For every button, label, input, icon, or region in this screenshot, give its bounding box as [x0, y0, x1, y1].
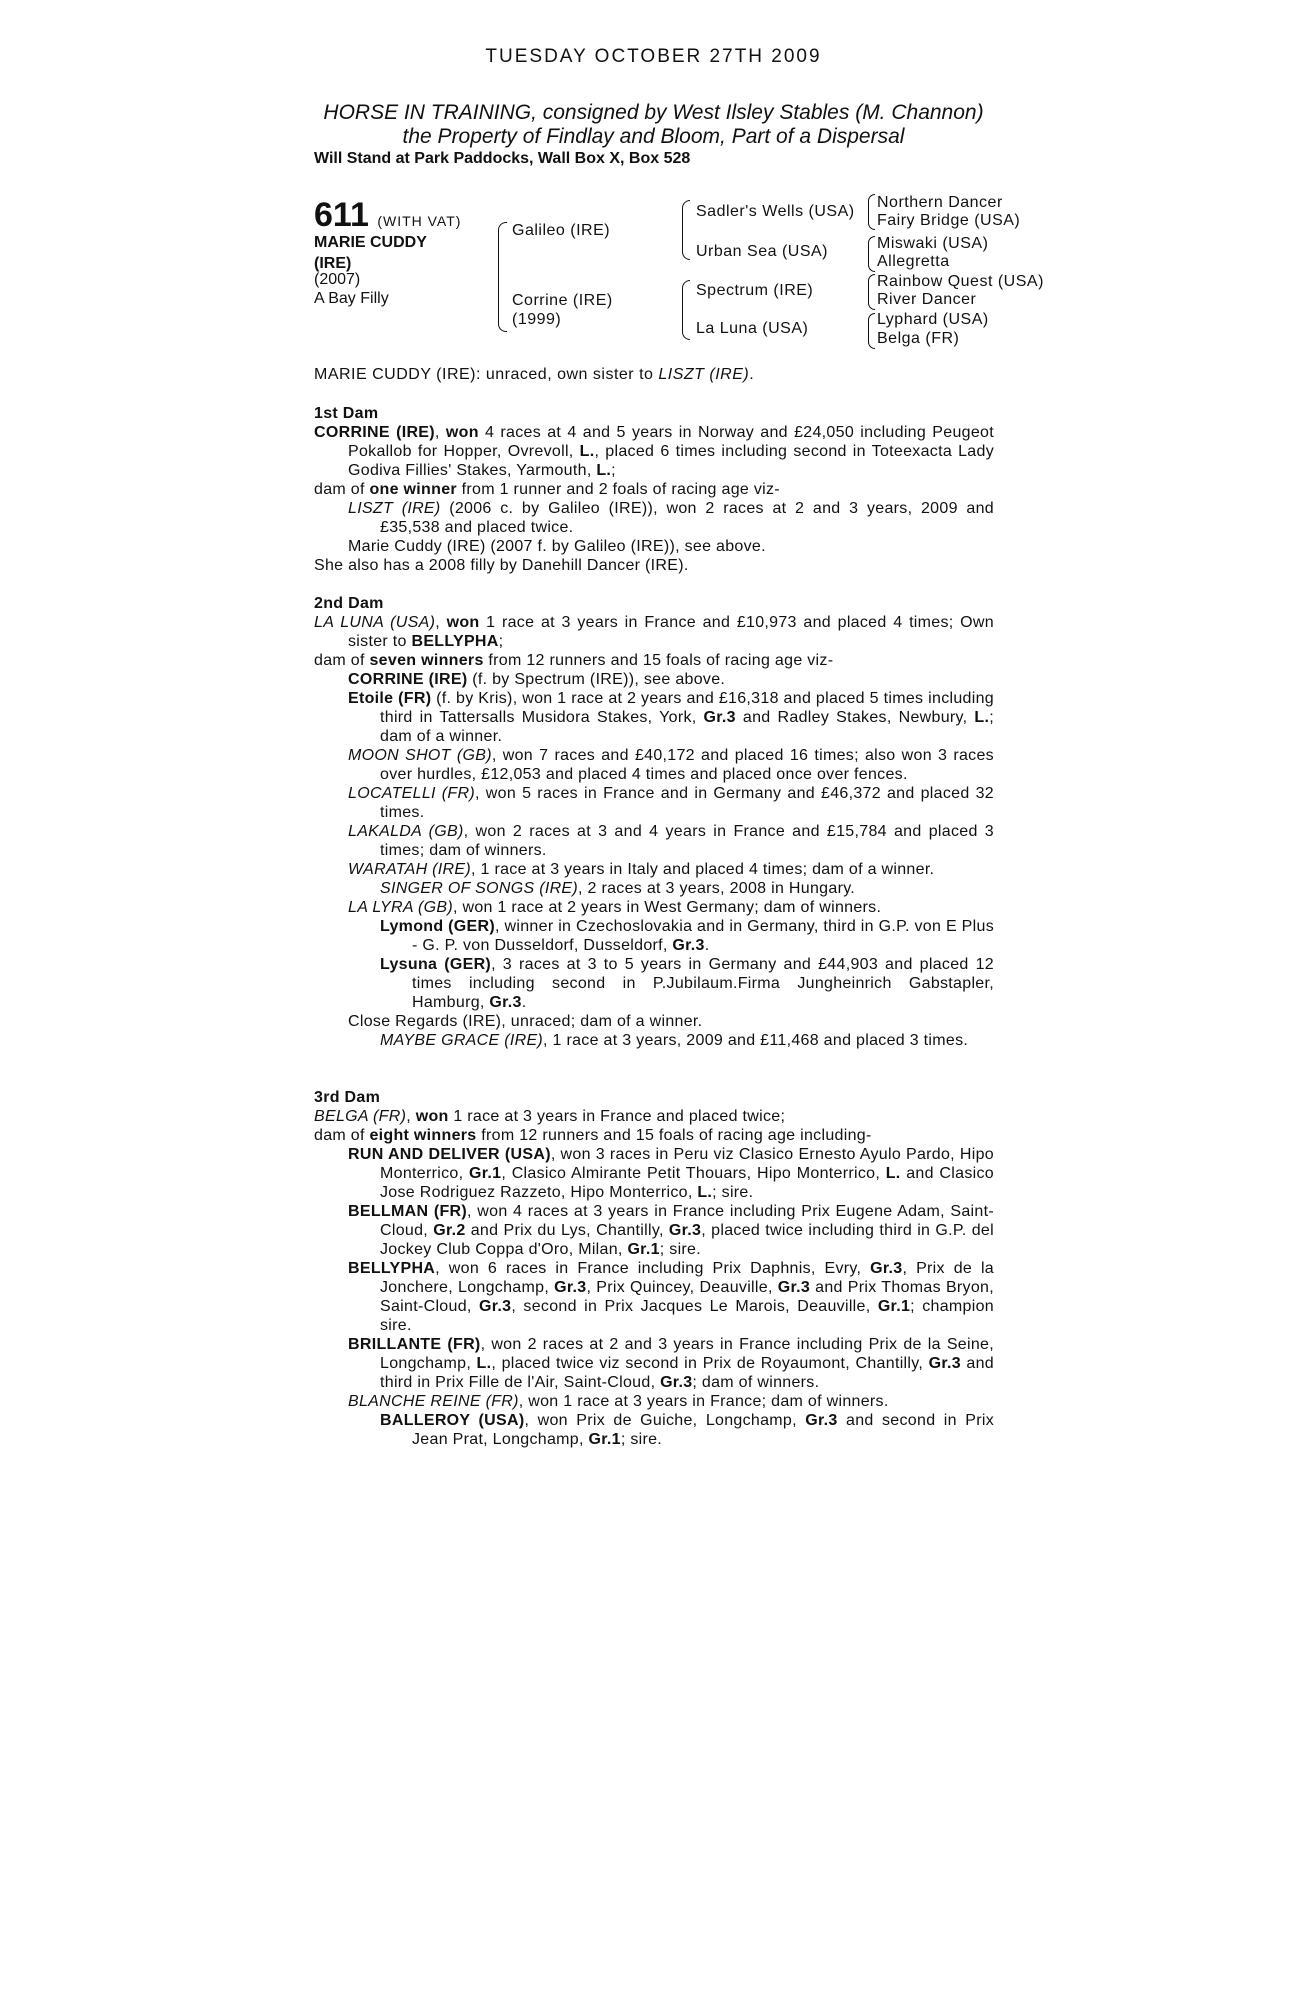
pedigree-dam: Corrine (IRE): [512, 292, 613, 309]
pedigree-ds-dam: River Dancer: [877, 291, 977, 308]
third-dam-heading: 3rd Dam: [314, 1089, 381, 1106]
horse-info: [314, 270, 389, 308]
second-dam-foal: MOON SHOT (GB), won 7 races and £40,172 and placed 16 times; also won 3 races over hurdles, £12,053 and placed 4 times and placed once over fences.: [348, 747, 994, 783]
pedigree-dam-year: (1999): [512, 311, 562, 328]
pedigree-brace-sd: [868, 236, 875, 272]
first-dam-note: She also has a 2008 filly by Danehill Dancer (IRE).: [314, 557, 689, 574]
first-dam-foal: LISZT (IRE) (2006 c. by Galileo (IRE)), won 2 races at 2 and 3 years, 2009 and £35,538 and placed twice.: [348, 500, 995, 536]
horse-name: [314, 232, 464, 274]
pedigree-sd-dam: Allegretta: [877, 253, 950, 270]
pedigree-brace-gen1: [498, 222, 507, 332]
third-dam-record: BELGA (FR), won 1 race at 3 years in France and placed twice;: [314, 1108, 786, 1125]
third-dam-section: [314, 1088, 994, 1449]
second-dam-foal: LAKALDA (GB), won 2 races at 3 and 4 years in France and £15,784 and placed 3 times; dam of winners.: [348, 823, 994, 859]
second-dam-record: LA LUNA (USA), won 1 race at 3 years in France and £10,973 and placed 4 times; Own sister to BELLYPHA;: [314, 614, 994, 650]
second-dam-foal: Close Regards (IRE), unraced; dam of a winner.: [348, 1013, 703, 1030]
stand-location: Will Stand at Park Paddocks, Wall Box X, Box 528: [314, 150, 691, 167]
summary-sibling: LISZT (IRE): [658, 366, 750, 383]
second-dam-foal: LA LYRA (GB), won 1 race at 2 years in West Germany; dam of winners.: [348, 899, 882, 916]
foaling-year: (2007): [314, 271, 361, 288]
lot-number-block: [314, 196, 461, 235]
horse-name-line2: (IRE): [314, 255, 352, 272]
horse-name-line1: MARIE CUDDY: [314, 234, 427, 251]
third-dam-foal: BELLMAN (FR), won 4 races at 3 years in France including Prix Eugene Adam, Saint-Cloud, Gr.2 and Prix du Lys, Chantilly, Gr.3, placed twice including third in G.P. del Jockey Club Coppa d'Oro, Milan, Gr.1; sire.: [348, 1203, 994, 1258]
first-dam-record: CORRINE (IRE), won 4 races at 4 and 5 years in Norway and £24,050 including Peugeot Pokallob for Hopper, Ovrevoll, L., placed 6 times including second in Toteexacta Lady Godiva Fillies' Stakes, Yarmouth, L.;: [314, 424, 995, 479]
second-dam-grandfoal: Lysuna (GER), 3 races at 3 to 5 years in Germany and £44,903 and placed 12 times including second in P.Jubilaum.Firma Jungheinrich Gabstapler, Hamburg, Gr.3.: [380, 956, 994, 1011]
vat-note: (WITH VAT): [377, 213, 462, 229]
second-dam-foal: Etoile (FR) (f. by Kris), won 1 race at 2 years and £16,318 and placed 5 times including third in Tattersalls Musidora Stakes, York, Gr.3 and Radley Stakes, Newbury, L.; dam of a winner.: [348, 690, 994, 745]
second-dam-grandfoal: MAYBE GRACE (IRE), 1 race at 3 years, 2009 and £11,468 and placed 3 times.: [380, 1032, 969, 1049]
property-line: the Property of Findlay and Bloom, Part of a Dispersal: [402, 125, 905, 148]
first-dam-foal: Marie Cuddy (IRE) (2007 f. by Galileo (IRE)), see above.: [348, 538, 766, 555]
second-dam-section: [314, 594, 994, 1050]
third-dam-foal: BELLYPHA, won 6 races in France including Prix Daphnis, Evry, Gr.3, Prix de la Jonchere, Longchamp, Gr.3, Prix Quincey, Deauville, Gr.3 and Prix Thomas Bryon, Saint-Cloud, Gr.3, second in Prix Jacques Le Marois, Deauville, Gr.1; champion sire.: [348, 1260, 995, 1334]
pedigree-brace-dd: [868, 313, 875, 349]
pedigree-sd-sire: Miswaki (USA): [877, 235, 989, 252]
pedigree-brace-ds: [868, 274, 875, 310]
pedigree-sire-sire: Sadler's Wells (USA): [696, 203, 855, 220]
pedigree-sire-dam: Urban Sea (USA): [696, 243, 828, 260]
summary-line: MARIE CUDDY (IRE): unraced, own sister to LISZT (IRE).: [314, 366, 755, 383]
pedigree-dd-sire: Lyphard (USA): [877, 311, 989, 328]
pedigree-brace-dam: [682, 280, 690, 340]
first-dam-heading: 1st Dam: [314, 405, 379, 422]
pedigree-dd-dam: Belga (FR): [877, 330, 960, 347]
second-dam-foal: LOCATELLI (FR), won 5 races in France and in Germany and £46,372 and placed 32 times.: [348, 785, 994, 821]
second-dam-foal: WARATAH (IRE), 1 race at 3 years in Italy and placed 4 times; dam of a winner.: [348, 861, 935, 878]
pedigree-brace-sire: [682, 200, 690, 260]
second-dam-grandfoal: SINGER OF SONGS (IRE), 2 races at 3 years, 2008 in Hungary.: [380, 880, 856, 897]
third-dam-foal: RUN AND DELIVER (USA), won 3 races in Peru viz Clasico Ernesto Ayulo Pardo, Hipo Monterrico, Gr.1, Clasico Almirante Petit Thouars, Hipo Monterrico, L. and Clasico Jose Rodriguez Razzeto, Hipo Monterrico, L.; sire.: [348, 1146, 994, 1201]
pedigree-ss-dam: Fairy Bridge (USA): [877, 212, 1021, 229]
third-dam-produce-summary: dam of eight winners from 12 runners and 15 foals of racing age including-: [314, 1127, 872, 1144]
third-dam-foal: BLANCHE REINE (FR), won 1 race at 3 years in France; dam of winners.: [348, 1393, 889, 1410]
first-dam-section: [314, 404, 994, 575]
second-dam-produce-summary: dam of seven winners from 12 runners and 15 foals of racing age viz-: [314, 652, 834, 669]
second-dam-grandfoal: Lymond (GER), winner in Czechoslovakia and in Germany, third in G.P. von E Plus - G. P. von Dusseldorf, Dusseldorf, Gr.3.: [380, 918, 994, 954]
pedigree-brace-ss: [868, 194, 875, 230]
pedigree-dam-sire: Spectrum (IRE): [696, 282, 814, 299]
pedigree-ss-sire: Northern Dancer: [877, 194, 1003, 211]
pedigree-sire: Galileo (IRE): [512, 222, 611, 239]
third-dam-foal: BRILLANTE (FR), won 2 races at 2 and 3 years in France including Prix de la Seine, Longchamp, L., placed twice viz second in Prix de Royaumont, Chantilly, Gr.3 and third in Prix Fille de l'Air, Saint-Cloud, Gr.3; dam of winners.: [348, 1336, 994, 1391]
first-dam-produce-summary: dam of one winner from 1 runner and 2 foals of racing age viz-: [314, 481, 780, 498]
consignor-line: HORSE IN TRAINING, consigned by West Ilsley Stables (M. Channon): [323, 101, 984, 124]
second-dam-foal: CORRINE (IRE) (f. by Spectrum (IRE)), see above.: [348, 671, 726, 688]
third-dam-grandfoal: BALLEROY (USA), won Prix de Guiche, Longchamp, Gr.3 and second in Prix Jean Prat, Longchamp, Gr.1; sire.: [380, 1412, 994, 1448]
sale-date: TUESDAY OCTOBER 27TH 2009: [485, 46, 822, 67]
second-dam-heading: 2nd Dam: [314, 595, 384, 612]
pedigree-dam-dam: La Luna (USA): [696, 320, 809, 337]
horse-description: A Bay Filly: [314, 290, 389, 307]
pedigree-ds-sire: Rainbow Quest (USA): [877, 273, 1044, 290]
lot-number: 611: [314, 196, 369, 234]
